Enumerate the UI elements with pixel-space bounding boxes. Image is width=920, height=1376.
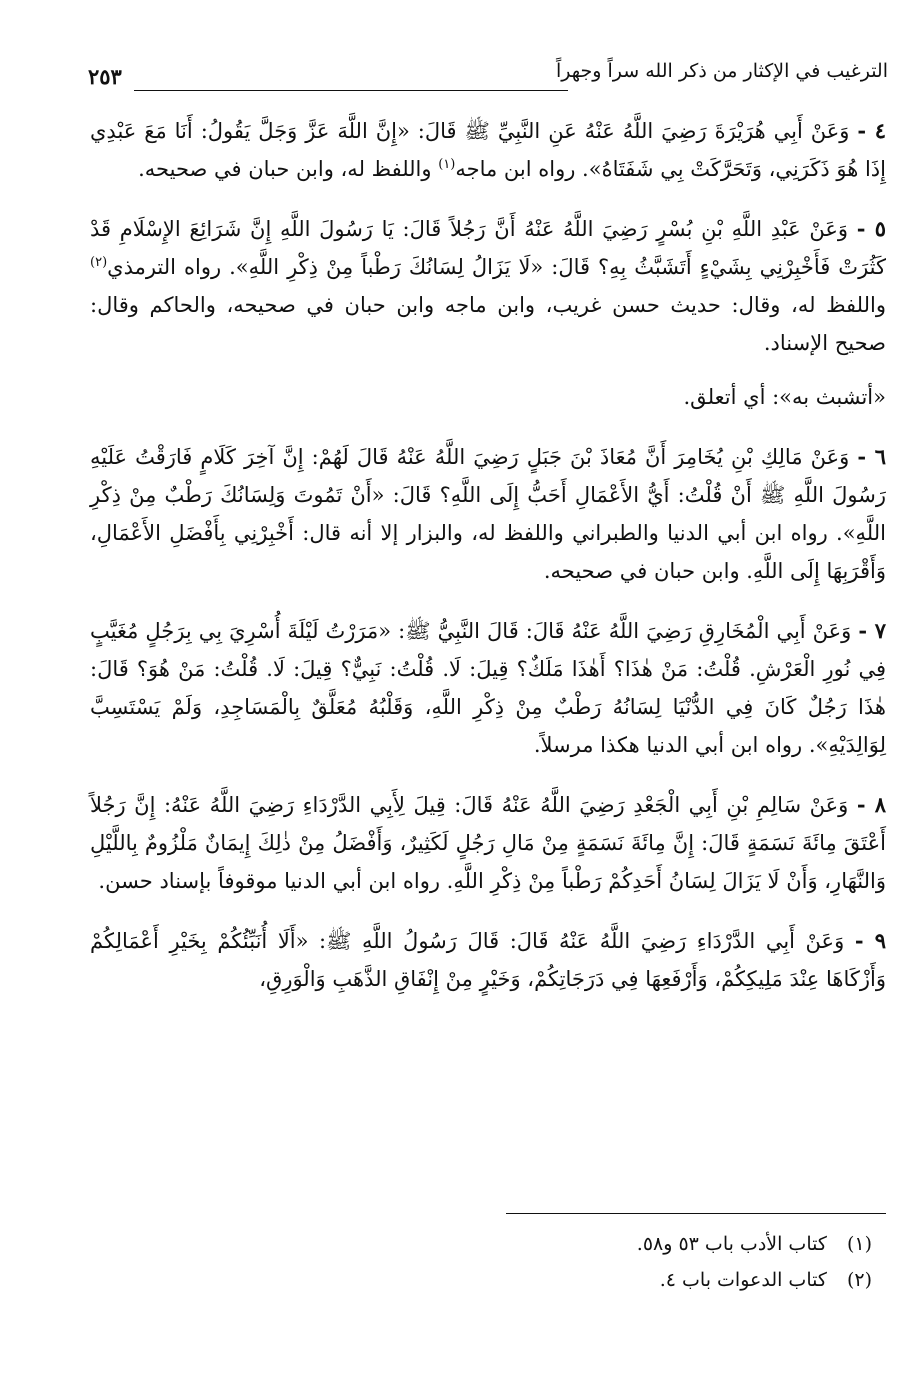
footnotes (480, 1226, 872, 1298)
footnote-mark: (٢) (846, 1269, 872, 1291)
hadith-source: واللفظ له، وابن حبان في صحيحه. (138, 157, 439, 181)
footnote-separator (506, 1213, 886, 1214)
hadith-paragraph-5 (90, 210, 886, 362)
footnote-ref: (٢) (90, 255, 108, 270)
hadith-text: وَعَنْ أَبِي الدَّرْدَاءِ رَضِيَ اللَّهُ عَنْهُ قَالَ: قَالَ رَسُولُ اللَّهِ ﷺ: «أَلَا أُنَبِّئُكُمْ بِخَيْرِ أَعْمَالِكُمْ وَأَزْكَاهَا عِنْدَ مَلِيكِكُمْ، وَأَرْفَعِهَا فِي دَرَجَاتِكُمْ، وَخَيْرٍ مِنْ إِنْفَاقِ الذَّهَبِ وَالْوَرِقِ، (90, 929, 886, 991)
hadith-number: ٩ - (854, 928, 887, 953)
hadith-number: ٧ - (858, 618, 886, 643)
hadith-text: وَعَنْ أَبِي الْمُخَارِقِ رَضِيَ اللَّهُ عَنْهُ قَالَ: قَالَ النَّبِيُّ ﷺ: «مَرَرْتُ لَيْلَةَ أُسْرِيَ بِي بِرَجُلٍ مُغَيَّبٍ فِي نُورِ الْعَرْشِ. قُلْتُ: مَنْ هٰذَا؟ أَهٰذَا مَلَكٌ؟ قِيلَ: لَا. قُلْتُ: نَبِيٌّ؟ قِيلَ: لَا. قُلْتُ: مَنْ هُوَ؟ قَالَ: هٰذَا رَجُلٌ كَانَ فِي الدُّنْيَا لِسَانُهُ رَطْبٌ مِنْ ذِكْرِ اللَّهِ، وَقَلْبُهُ مُعَلَّقٌ بِالْمَسَاجِدِ، وَلَمْ يَسْتَسِبَّ لِوَالِدَيْهِ». رواه ابن أبي الدنيا هكذا مرسلاً. (90, 619, 886, 757)
footnote-2 (480, 1262, 872, 1298)
hadith-text: وَعَنْ أَبِي هُرَيْرَةَ رَضِيَ اللَّهُ عَنْهُ عَنِ النَّبِيِّ ﷺ قَالَ: «إِنَّ اللَّهَ عَزَّ وَجَلَّ يَقُولُ: أَنَا مَعَ عَبْدِي إِذَا هُوَ ذَكَرَنِي، وَتَحَرَّكَتْ بِي شَفَتَاهُ». رواه ابن ماجه (90, 119, 886, 181)
gloss-paragraph (90, 378, 886, 416)
page-header (88, 56, 888, 96)
hadith-number: ٥ - (856, 216, 886, 241)
hadith-number: ٦ - (857, 444, 886, 469)
running-title: الترغيب في الإكثار من ذكر الله سراً وجهراً (556, 60, 888, 82)
hadith-number: ٨ - (856, 792, 886, 817)
footnote-1 (480, 1226, 872, 1262)
hadith-paragraph-9 (90, 922, 886, 998)
hadith-paragraph-7 (90, 612, 886, 764)
footnote-text: كتاب الدعوات باب ٤. (659, 1269, 827, 1291)
footnote-ref: (١) (438, 157, 456, 172)
gloss-text: «أتشبث به»: أي أتعلق. (683, 385, 886, 409)
hadith-text: وَعَنْ عَبْدِ اللَّهِ بْنِ بُسْرٍ رَضِيَ اللَّهُ عَنْهُ أَنَّ رَجُلاً قَالَ: يَا رَسُولَ اللَّهِ إِنَّ شَرَائِعَ الإِسْلَامِ قَدْ كَثُرَتْ فَأَخْبِرْنِي بِشَيْءٍ أَتَشَبَّثُ بِهِ؟ قَالَ: «لَا يَزَالُ لِسَانُكَ رَطْباً مِنْ ذِكْرِ اللَّهِ». رواه الترمذي (90, 217, 886, 279)
header-rule (134, 90, 568, 91)
hadith-paragraph-8 (90, 786, 886, 900)
hadith-number: ٤ - (857, 118, 886, 143)
hadith-source: واللفظ له، وقال: حديث حسن غريب، وابن ماجه وابن حبان في صحيحه، والحاكم وقال: صحيح الإسناد. (90, 293, 886, 355)
hadith-text: وَعَنْ مَالِكِ بْنِ يُخَامِرَ أَنَّ مُعَاذَ بْنَ جَبَلٍ رَضِيَ اللَّهُ عَنْهُ قَالَ لَهُمْ: إِنَّ آخِرَ كَلَامٍ فَارَقْتُ عَلَيْهِ رَسُولَ اللَّهِ ﷺ أَنْ قُلْتُ: أَيُّ الأَعْمَالِ أَحَبُّ إِلَى اللَّهِ؟ قَالَ: «أَنْ تَمُوتَ وَلِسَانُكَ رَطْبٌ مِنْ ذِكْرِ اللَّهِ». رواه ابن أبي الدنيا والطبراني واللفظ له، والبزار إلا أنه قال: أَخْبِرْنِي بِأَفْضَلِ الأَعْمَالِ، وَأَقْرَبِهَا إِلَى اللَّهِ. وابن حبان في صحيحه. (90, 445, 886, 583)
footnote-mark: (١) (846, 1233, 872, 1255)
page-number: ٢٥٣ (88, 64, 122, 89)
hadith-paragraph-4 (90, 112, 886, 188)
hadith-text: وَعَنْ سَالِمِ بْنِ أَبِي الْجَعْدِ رَضِيَ اللَّهُ عَنْهُ قَالَ: قِيلَ لِأَبِي الدَّرْدَاءِ رَضِيَ اللَّهُ عَنْهُ: إِنَّ رَجُلاً أَعْتَقَ مِائَةَ نَسَمَةٍ قَالَ: إِنَّ مِائَةَ نَسَمَةٍ مِنْ مَالِ رَجُلٍ لَكَثِيرٌ، وَأَفْضَلُ مِنْ ذٰلِكَ إِيمَانٌ مَلْزُومٌ بِاللَّيْلِ وَالنَّهَارِ، وَأَنْ لَا يَزَالَ لِسَانُ أَحَدِكُمْ رَطْباً مِنْ ذِكْرِ اللَّهِ. رواه ابن أبي الدنيا موقوفاً بإسناد حسن. (90, 793, 886, 893)
footnote-text: كتاب الأدب باب ٥٣ و٥٨. (636, 1233, 827, 1255)
main-text (90, 112, 886, 1020)
hadith-paragraph-6 (90, 438, 886, 590)
